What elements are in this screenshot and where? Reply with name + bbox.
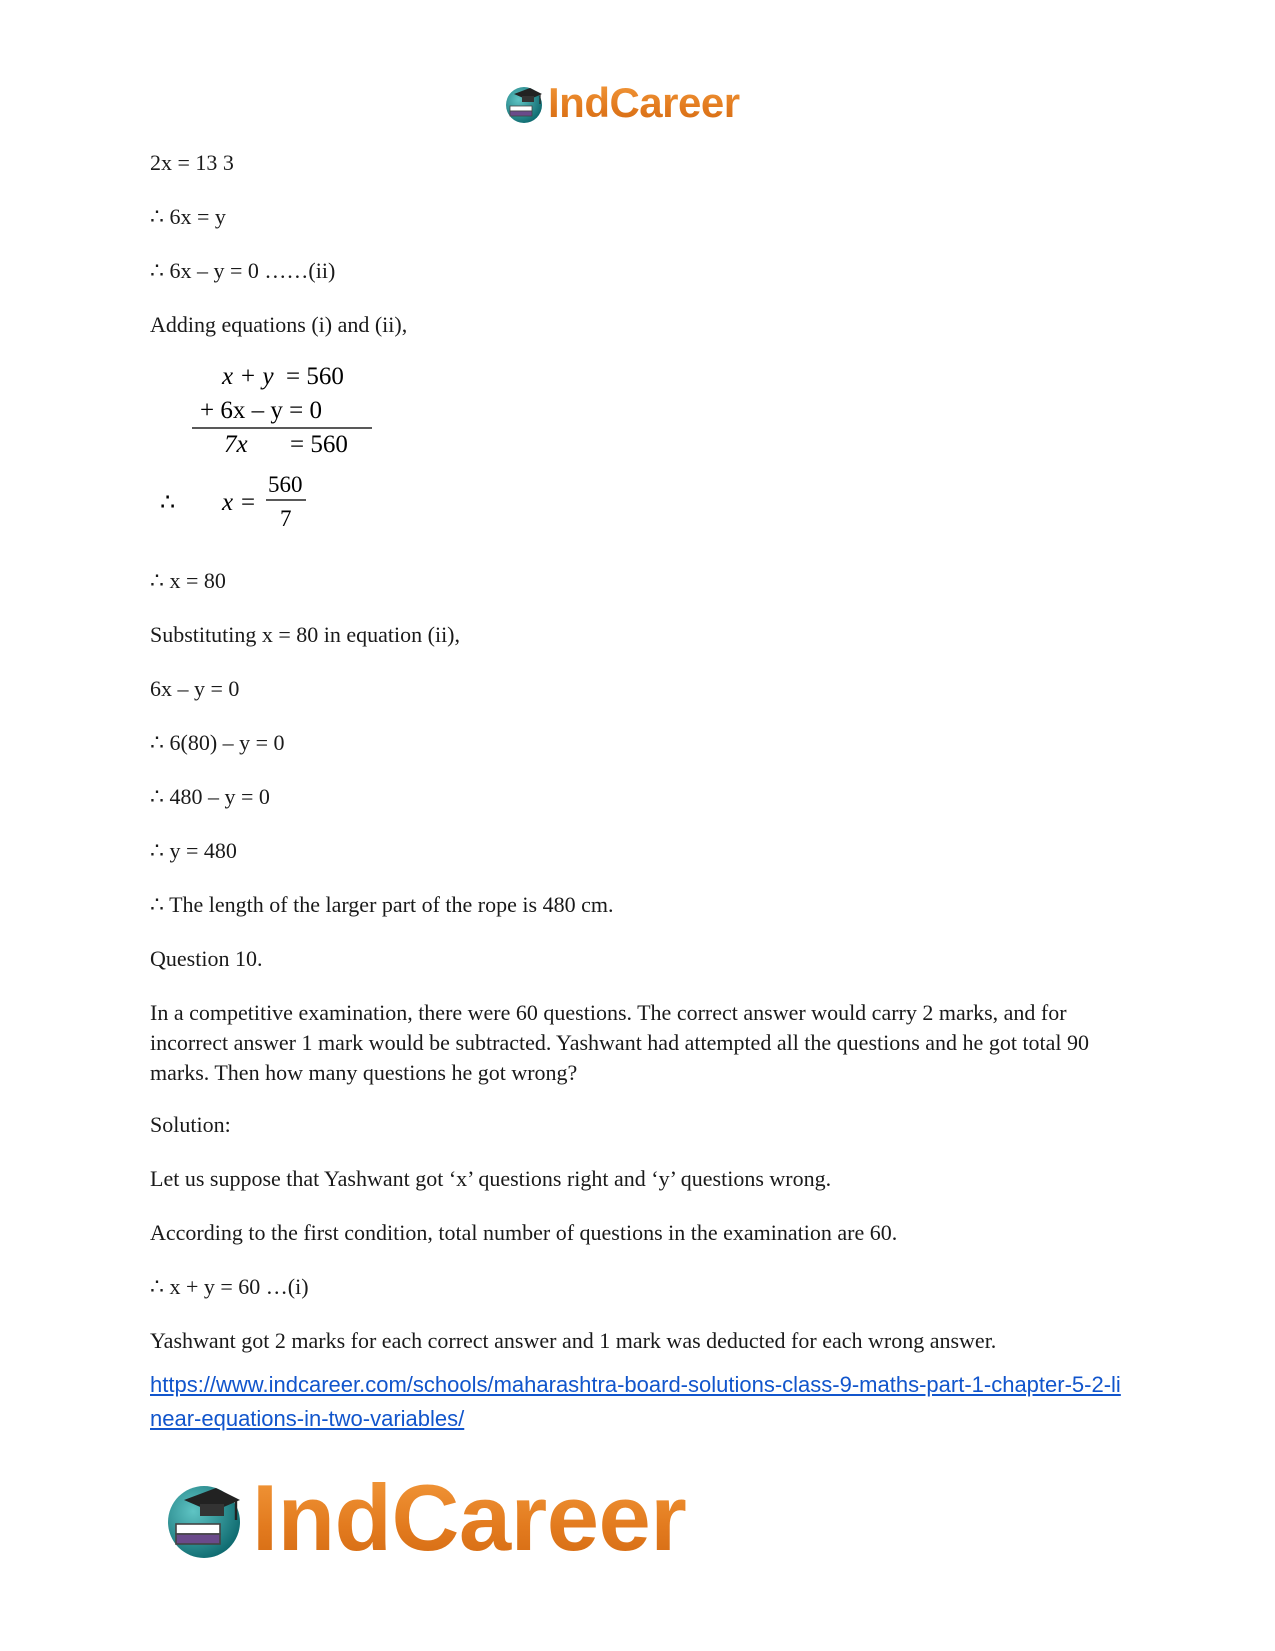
body-text: Yashwant got 2 marks for each correct answer and 1 mark was deducted for each wrong answer.	[150, 1328, 997, 1353]
conclusion-text: ∴ The length of the larger part of the rope is 480 cm.	[150, 892, 614, 917]
body-text: Let us suppose that Yashwant got ‘x’ questions right and ‘y’ questions wrong.	[150, 1166, 832, 1191]
question-heading: Question 10.	[150, 946, 263, 971]
equation-line: ∴ 6(80) – y = 0	[150, 730, 285, 755]
equation-line: ∴ x = 80	[150, 568, 226, 593]
math-row3-left: 7x	[224, 431, 248, 458]
question-text: In a competitive examination, there were 60 questions. The correct answer would carry 2 marks, and for incorrect answer 1 mark would be subtracted. Yashwant had attempted all the questions and he got total 90 marks. Then how many questions he got wrong?	[150, 1000, 1090, 1085]
equation-line: ∴ 480 – y = 0	[150, 784, 270, 809]
math-row2: + 6x – y = 0	[200, 397, 322, 424]
source-url-link[interactable]: https://www.indcareer.com/schools/maharashtra-board-solutions-class-9-maths-part-1-chapter-5-2-linear-equations-in-two-variables/	[150, 1372, 1121, 1431]
body-text: Substituting x = 80 in equation (ii),	[150, 622, 461, 647]
equation-line: ∴ y = 480	[150, 838, 237, 863]
header-logo	[502, 80, 740, 126]
graduation-cap-globe-icon	[502, 82, 546, 124]
equation-line: 6x – y = 0	[150, 676, 240, 701]
fraction-numerator: 560	[268, 472, 303, 497]
math-row1-right: = 560	[286, 363, 344, 390]
solution-heading: Solution:	[150, 1112, 231, 1137]
math-row4-left: x =	[222, 489, 257, 516]
math-row3-right: = 560	[290, 431, 348, 458]
equation-line: 2x = 13 3	[150, 150, 234, 175]
body-text: According to the first condition, total number of questions in the examination are 60.	[150, 1220, 898, 1245]
equation-line: ∴ x + y = 60 …(i)	[150, 1274, 309, 1299]
graduation-cap-globe-icon	[160, 1476, 248, 1560]
equation-line: ∴ 6x – y = 0 ……(ii)	[150, 258, 336, 283]
math-row1-left: x + y	[222, 363, 274, 390]
equation-addition-figure	[150, 362, 390, 546]
footer-logo-text: IndCareer	[252, 1465, 687, 1570]
header-logo-text: IndCareer	[548, 79, 740, 126]
equation-line: ∴ 6x = y	[150, 204, 226, 229]
fraction-denominator: 7	[280, 506, 292, 531]
footer-logo	[160, 1465, 687, 1570]
therefore-symbol: ∴	[160, 490, 176, 516]
body-text: Adding equations (i) and (ii),	[150, 312, 408, 337]
